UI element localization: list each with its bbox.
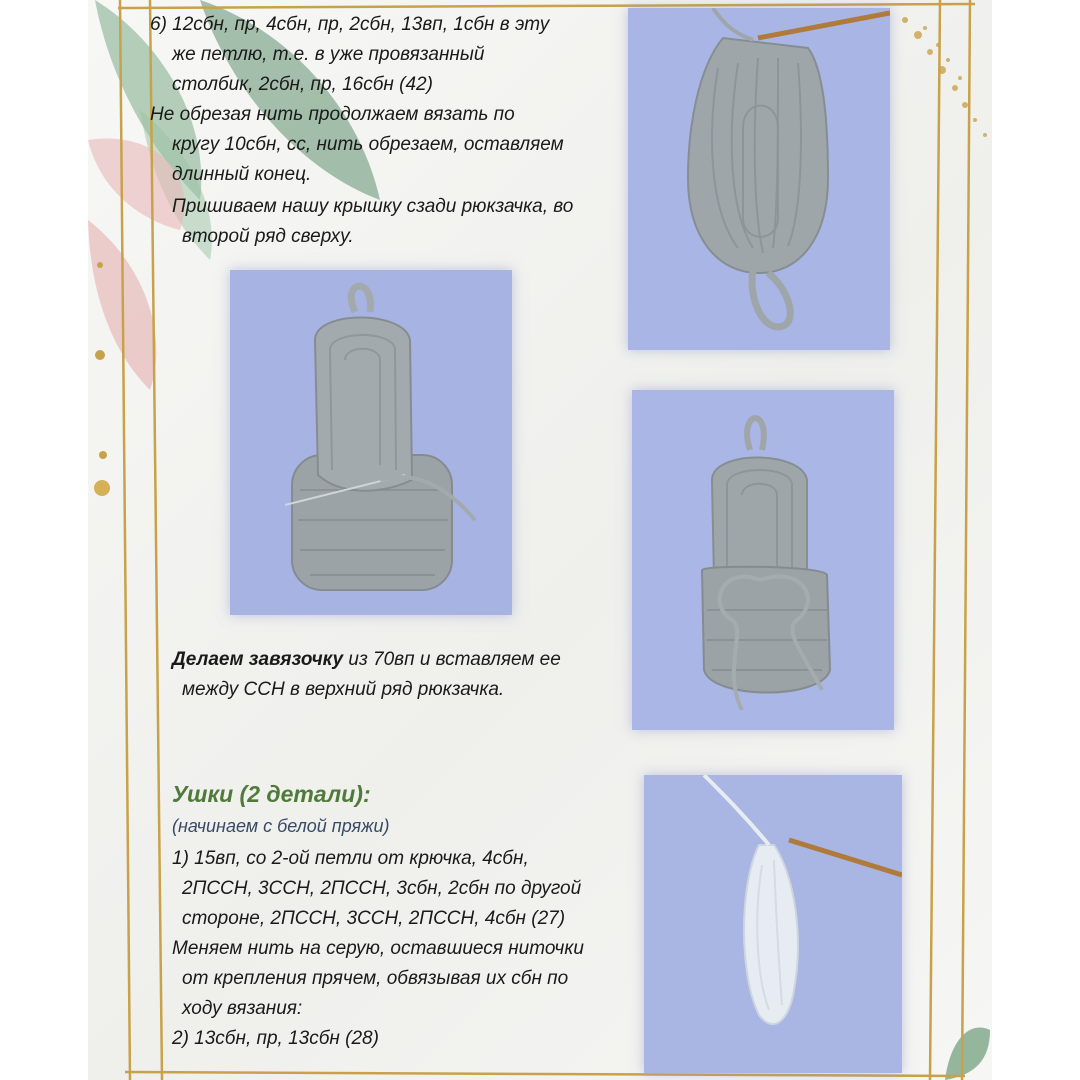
crochet-ear-illustration [644,775,902,1073]
tie-line2: между ССН в верхний ряд рюкзачка. [182,679,505,700]
gold-dot [97,262,103,268]
crochet-flap-illustration [628,8,890,350]
tie-bold: Делаем завязочку [172,649,344,670]
sew-line1: Пришиваем нашу крышку сзади рюкзачка, во [172,196,574,217]
ears-r1-line2: 2ПССН, 3ССН, 2ПССН, 3сбн, 2сбн по другой [182,878,582,899]
crochet-backpack-illustration [632,390,894,730]
gold-dot [94,480,110,496]
leaf-shape [945,1027,990,1080]
step6-line3: столбик, 2сбн, пр, 16сбн (42) [172,74,433,95]
ears-change-line3: ходу вязания: [182,998,303,1019]
ears-r1-line1: 1) 15вп, со 2-ой петли от крючка, 4сбн, [172,848,529,869]
photo-flap-with-hook [628,8,890,350]
tie-rest: из 70вп и вставляем ее [343,649,561,670]
continue-line2: кругу 10сбн, сс, нить обрезаем, оставляем [172,134,564,155]
photo-backpack-tie [632,390,894,730]
crochet-sewing-illustration [230,270,512,615]
sew-line2: второй ряд сверху. [182,226,354,247]
ears-heading: Ушки (2 детали): [172,781,371,807]
ears-r1-line3: стороне, 2ПССН, 3ССН, 2ПССН, 4сбн (27) [182,908,566,929]
photo-sewing-flap [230,270,512,615]
gold-glitter [902,17,987,137]
photo-white-ear [644,775,902,1073]
ears-change-line1: Меняем нить на серую, оставшиеся ниточки [172,938,584,959]
ears-change-line2: от крепления прячем, обвязывая их сбн по [182,968,569,989]
continue-line3: длинный конец. [172,164,312,185]
gold-dot [95,350,105,360]
ears-r2: 2) 13сбн, пр, 13сбн (28) [172,1028,379,1049]
continue-line1: Не обрезая нить продолжаем вязать по [150,104,515,125]
tie-line1 [172,645,561,675]
ears-note: (начинаем с белой пряжи) [172,816,390,836]
step6-line2: же петлю, т.е. в уже провязанный [172,44,485,65]
step6-line1: 6) 12сбн, пр, 4сбн, пр, 2сбн, 13вп, 1сбн в эту [150,14,550,35]
gold-dot [99,451,107,459]
